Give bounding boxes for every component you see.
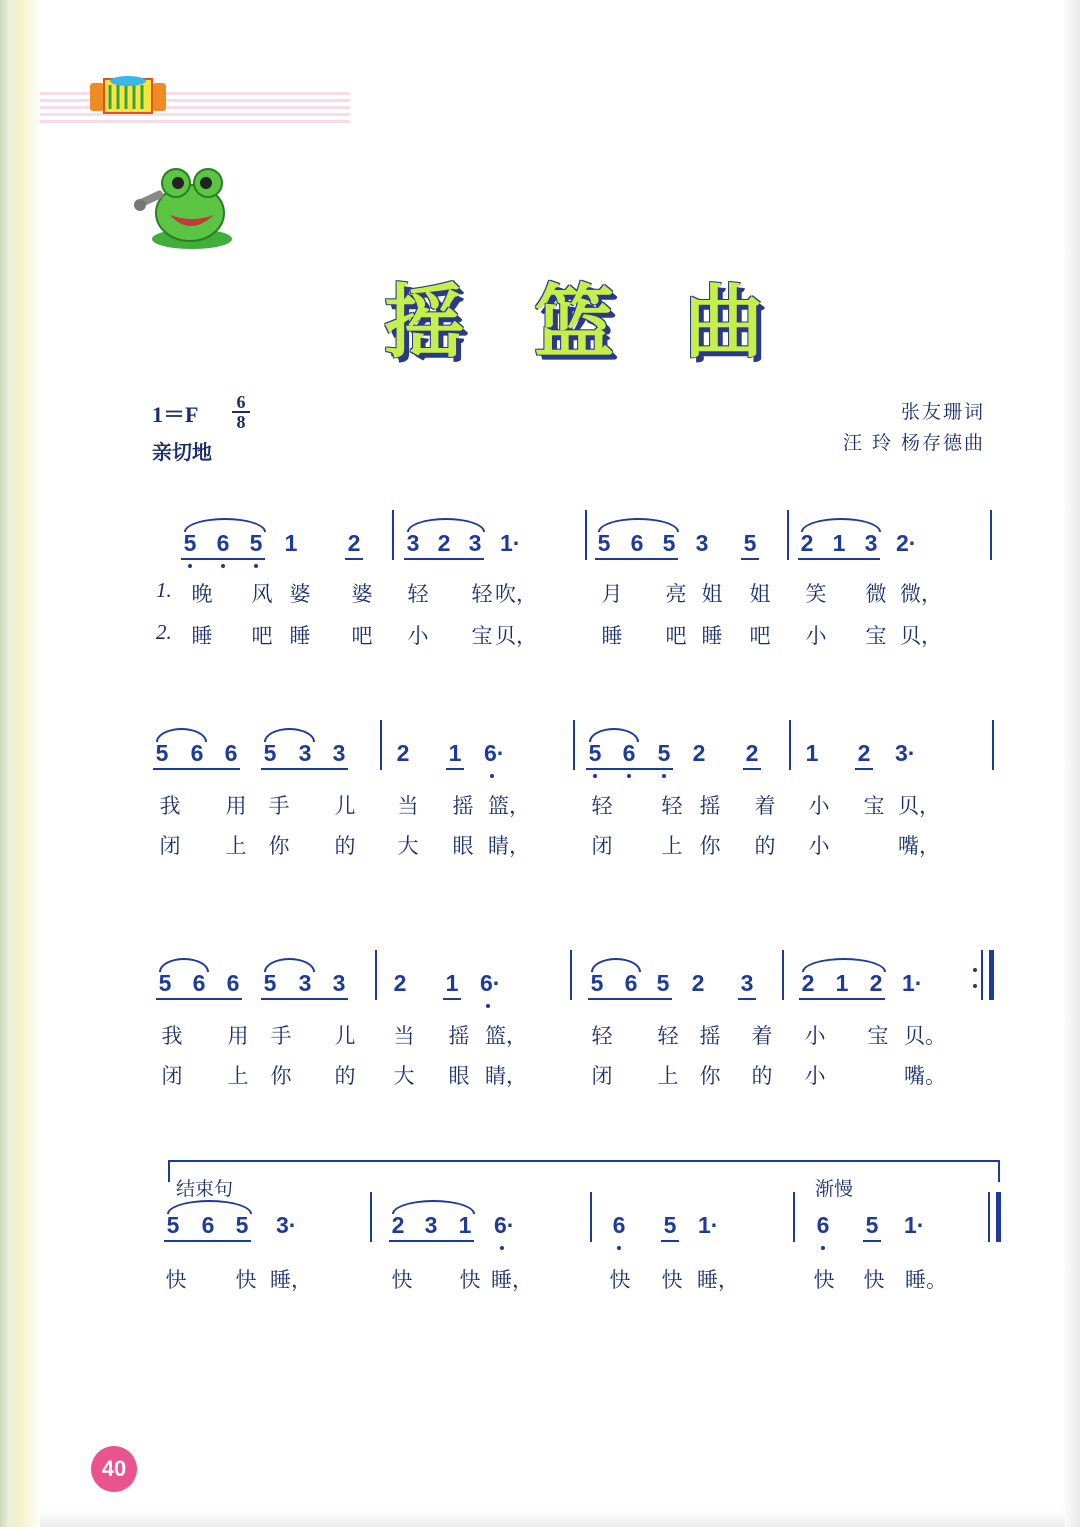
lyric-verse-1: 摇 [699, 1024, 721, 1048]
low-octave-dot [221, 564, 225, 568]
lyric-verse-1: 婆 [289, 582, 311, 606]
jianpu-note: 2 [745, 740, 759, 766]
lyric-verse-2: 大 [393, 1064, 415, 1088]
lyric-verse-1: 姐 [701, 582, 723, 606]
lyric-verse-1: 摇 [699, 794, 721, 818]
bar-line [787, 510, 789, 560]
ending-label: 结束句 [176, 1178, 234, 1200]
jianpu-note: 3 [424, 1212, 438, 1238]
low-octave-dot [627, 774, 631, 778]
bar-line [789, 720, 791, 770]
jianpu-note: 5 [657, 740, 671, 766]
lyric-verse-1: 小 [804, 1024, 826, 1048]
beam-underline [743, 768, 761, 770]
jianpu-note: 3 [468, 530, 482, 556]
beam-underline [586, 768, 673, 770]
lyric-verse-1: 我 [161, 1024, 183, 1048]
lyric-verse-2: 的 [334, 1064, 356, 1088]
lyricist-credit: 张友珊词 [900, 401, 985, 423]
lyric-verse-2: 睛， [488, 834, 530, 858]
lyric-verse-1: 用 [227, 1024, 249, 1048]
beam-underline [181, 558, 265, 560]
low-octave-dot [188, 564, 192, 568]
slur-tie [598, 518, 679, 532]
lyric-verse-2: 上 [657, 1064, 679, 1088]
bar-line [996, 1192, 1001, 1242]
jianpu-note: 2 [396, 740, 410, 766]
jianpu-note: 2 [692, 740, 706, 766]
lyric-verse-1: 笑 [805, 582, 827, 606]
lyric-verse-2: 上 [227, 1064, 249, 1088]
lyric-verse-2: 吧 [749, 624, 771, 648]
bar-line [988, 1192, 990, 1242]
lyric-verse-1: 小 [808, 794, 830, 818]
jianpu-note: 3 [332, 740, 346, 766]
slur-tie [184, 518, 266, 532]
title-char: 摇 [384, 276, 464, 369]
bar-line [573, 720, 575, 770]
jianpu-note: 1· [698, 1212, 719, 1238]
beam-underline [661, 1240, 679, 1242]
lyric-verse-2: 睡 [601, 624, 623, 648]
low-octave-dot [500, 1246, 504, 1250]
beam-underline [799, 998, 885, 1000]
lyric-verse-2: 的 [751, 1064, 773, 1088]
slur-tie [392, 1200, 475, 1214]
jianpu-note: 2 [801, 970, 815, 996]
jianpu-note: 3· [895, 740, 916, 766]
lyric-verse-1: 轻 [471, 582, 493, 606]
time-signature [232, 394, 250, 430]
jianpu-note: 5 [663, 1212, 677, 1238]
jianpu-note: 5 [656, 970, 670, 996]
bar-line [570, 950, 572, 1000]
lyric: 快 [391, 1268, 413, 1292]
lyric-verse-2: 的 [334, 834, 356, 858]
song-title [384, 258, 764, 369]
low-octave-dot [617, 1246, 621, 1250]
lyric-verse-2: 上 [661, 834, 683, 858]
bar-line [992, 720, 994, 770]
bar-line [585, 510, 587, 560]
bar-line [370, 1192, 372, 1242]
beam-underline [741, 558, 759, 560]
jianpu-note: 5 [590, 970, 604, 996]
jianpu-note: 2 [691, 970, 705, 996]
lyric-verse-2: 你 [270, 1064, 292, 1088]
bar-line [380, 720, 382, 770]
lyric-verse-2: 小 [804, 1064, 826, 1088]
jianpu-note: 5 [263, 970, 277, 996]
jianpu-note: 1 [448, 740, 462, 766]
lyric: 睡， [270, 1268, 312, 1292]
beam-underline [164, 1240, 251, 1242]
page-bottom-edge [40, 1510, 1065, 1527]
header-decoration [40, 92, 350, 126]
jianpu-note: 5 [662, 530, 676, 556]
lyric-verse-1: 吹， [495, 582, 537, 606]
lyric-verse-1: 摇 [452, 794, 474, 818]
lyric: 快 [661, 1268, 683, 1292]
jianpu-note: 6 [612, 1212, 626, 1238]
beam-underline [863, 1240, 881, 1242]
jianpu-note: 3 [298, 970, 312, 996]
jianpu-note: 6 [816, 1212, 830, 1238]
jianpu-note: 3 [406, 530, 420, 556]
slur-tie [407, 518, 485, 532]
lyric-verse-2: 闭 [591, 834, 613, 858]
lyric-verse-2: 吧 [665, 624, 687, 648]
lyric-verse-2: 大 [397, 834, 419, 858]
lyric: 快 [165, 1268, 187, 1292]
jianpu-note: 2 [437, 530, 451, 556]
jianpu-note: 2 [857, 740, 871, 766]
lyric-verse-1: 着 [754, 794, 776, 818]
lyric-verse-2: 嘴， [898, 834, 940, 858]
low-octave-dot [662, 774, 666, 778]
lyric-verse-1: 风 [251, 582, 273, 606]
lyric-verse-2: 贝， [900, 624, 942, 648]
lyric: 快 [235, 1268, 257, 1292]
jianpu-note: 6 [201, 1212, 215, 1238]
jianpu-note: 2 [347, 530, 361, 556]
time-numerator: 6 [236, 392, 246, 412]
beam-underline [404, 558, 484, 560]
low-octave-dot [593, 774, 597, 778]
jianpu-note: 2 [391, 1212, 405, 1238]
lyric-verse-1: 轻 [591, 1024, 613, 1048]
lyric: 睡， [491, 1268, 533, 1292]
jianpu-note: 5 [158, 970, 172, 996]
beam-underline [156, 998, 242, 1000]
bar-line [392, 510, 394, 560]
slur-tie [264, 728, 315, 742]
lyric-verse-1: 轻 [407, 582, 429, 606]
lyric-verse-2: 睛， [485, 1064, 527, 1088]
jianpu-note: 5 [249, 530, 263, 556]
jianpu-note: 2 [869, 970, 883, 996]
tempo-marking: 亲切地 [152, 440, 212, 464]
lyric-verse-2: 吧 [251, 624, 273, 648]
lyric-verse-2: 闭 [161, 1064, 183, 1088]
title-char: 篮 [534, 276, 614, 369]
beam-underline [595, 558, 678, 560]
lyric-verse-2: 闭 [159, 834, 181, 858]
lyric-verse-2: 吧 [351, 624, 373, 648]
lyric-verse-2: 小 [407, 624, 429, 648]
low-octave-dot [486, 1004, 490, 1008]
lyric-verse-1: 儿 [334, 1024, 356, 1048]
lyric-verse-1: 手 [268, 794, 290, 818]
lyric-verse-1: 婆 [351, 582, 373, 606]
low-octave-dot [490, 774, 494, 778]
bar-line [375, 950, 377, 1000]
lyric-verse-1: 用 [225, 794, 247, 818]
page-number: 40 [91, 1446, 137, 1492]
jianpu-note: 1 [832, 530, 846, 556]
lyric-verse-1: 摇 [448, 1024, 470, 1048]
key-signature: 1＝F [152, 402, 199, 427]
lyric-verse-2: 嘴。 [904, 1064, 946, 1088]
jianpu-note: 1 [835, 970, 849, 996]
lyric-verse-1: 姐 [749, 582, 771, 606]
lyric-verse-1: 亮 [665, 582, 687, 606]
slur-tie [802, 958, 886, 972]
jianpu-note: 3 [298, 740, 312, 766]
jianpu-note: 1 [445, 970, 459, 996]
lyric-verse-1: 篮， [488, 794, 530, 818]
lyric-verse-1: 微， [900, 582, 942, 606]
jianpu-note: 1 [805, 740, 819, 766]
beam-underline [738, 998, 756, 1000]
slur-tie [589, 728, 639, 742]
lyric-verse-2: 宝 [865, 624, 887, 648]
lyric: 睡。 [905, 1268, 947, 1292]
lyric-verse-1: 轻 [657, 1024, 679, 1048]
lyric-verse-1: 微 [865, 582, 887, 606]
jianpu-note: 6· [484, 740, 505, 766]
jianpu-note: 6 [226, 970, 240, 996]
ritardando-marking: 渐慢 [815, 1178, 854, 1200]
jianpu-note: 5 [183, 530, 197, 556]
lyric-verse-1: 我 [159, 794, 181, 818]
slur-tie [167, 1200, 252, 1214]
slur-tie [156, 728, 207, 742]
beam-underline [443, 998, 461, 1000]
jianpu-note: 3 [740, 970, 754, 996]
lyric: 快 [813, 1268, 835, 1292]
jianpu-note: 5 [166, 1212, 180, 1238]
lyric-verse-1: 着 [751, 1024, 773, 1048]
accordion-icon [88, 75, 168, 117]
bar-line [981, 950, 983, 1000]
lyric-verse-2: 你 [699, 834, 721, 858]
time-denominator: 8 [236, 412, 246, 432]
lyric-verse-1: 手 [270, 1024, 292, 1048]
beam-underline [261, 998, 348, 1000]
lyric-verse-2: 宝 [471, 624, 493, 648]
jianpu-note: 6 [224, 740, 238, 766]
lyric-verse-2: 你 [268, 834, 290, 858]
jianpu-note: 6 [192, 970, 206, 996]
bar-line [782, 950, 784, 1000]
jianpu-note: 5 [263, 740, 277, 766]
composer-credit: 汪 玲 杨存德曲 [842, 432, 985, 454]
jianpu-note: 2· [896, 530, 917, 556]
lyric-verse-2: 小 [805, 624, 827, 648]
lyric: 快 [609, 1268, 631, 1292]
slur-tie [159, 958, 209, 972]
jianpu-note: 6 [190, 740, 204, 766]
lyric-verse-1: 宝 [867, 1024, 889, 1048]
lyric-verse-1: 宝 [863, 794, 885, 818]
jianpu-note: 5 [597, 530, 611, 556]
jianpu-note: 3 [864, 530, 878, 556]
lyric-verse-1: 贝。 [904, 1024, 946, 1048]
jianpu-note: 5 [588, 740, 602, 766]
lyric-verse-1: 月 [601, 582, 623, 606]
low-octave-dot [821, 1246, 825, 1250]
bar-line [989, 950, 994, 1000]
jianpu-note: 6 [630, 530, 644, 556]
lyric-verse-2: 闭 [591, 1064, 613, 1088]
jianpu-note: 1 [458, 1212, 472, 1238]
beam-underline [261, 768, 348, 770]
frog-mascot-icon [130, 165, 240, 253]
repeat-dot [973, 984, 977, 988]
lyric-verse-2: 睡 [191, 624, 213, 648]
jianpu-note: 5 [743, 530, 757, 556]
lyric-verse-2: 贝， [495, 624, 537, 648]
beam-underline [588, 998, 672, 1000]
lyric-verse-2: 的 [754, 834, 776, 858]
lyric: 快 [459, 1268, 481, 1292]
jianpu-note: 2 [393, 970, 407, 996]
jianpu-note: 1 [284, 530, 298, 556]
bar-line [590, 1192, 592, 1242]
jianpu-note: 6 [622, 740, 636, 766]
beam-underline [345, 558, 363, 560]
beam-underline [389, 1240, 474, 1242]
lyric-verse-2: 睡 [289, 624, 311, 648]
beam-underline [855, 768, 873, 770]
jianpu-note: 1· [902, 970, 923, 996]
slur-tie [591, 958, 641, 972]
jianpu-note: 3· [276, 1212, 297, 1238]
low-octave-dot [254, 564, 258, 568]
jianpu-note: 5 [865, 1212, 879, 1238]
bar-line [793, 1192, 795, 1242]
lyric-verse-1: 轻 [661, 794, 683, 818]
jianpu-note: 1· [904, 1212, 925, 1238]
lyric-verse-2: 你 [699, 1064, 721, 1088]
lyric-verse-2: 小 [808, 834, 830, 858]
lyric-verse-2: 上 [225, 834, 247, 858]
jianpu-note: 2 [800, 530, 814, 556]
lyric-verse-1: 儿 [334, 794, 356, 818]
lyric-verse-1: 轻 [591, 794, 613, 818]
lyric-verse-1: 篮， [485, 1024, 527, 1048]
slur-tie [801, 518, 881, 532]
title-char: 曲 [684, 276, 764, 369]
verse-number: 1. [156, 578, 172, 602]
jianpu-note: 5 [235, 1212, 249, 1238]
page-edge [1062, 0, 1080, 1527]
lyric-verse-2: 眼 [448, 1064, 470, 1088]
jianpu-note: 6· [494, 1212, 515, 1238]
lyric: 睡， [697, 1268, 739, 1292]
beam-underline [153, 768, 240, 770]
lyric-verse-1: 贝， [898, 794, 940, 818]
jianpu-note: 6 [216, 530, 230, 556]
beam-underline [798, 558, 880, 560]
verse-number: 2. [156, 620, 172, 644]
lyric-verse-1: 当 [393, 1024, 415, 1048]
beam-underline [446, 768, 464, 770]
slur-tie [264, 958, 315, 972]
jianpu-note: 6· [480, 970, 501, 996]
jianpu-note: 3 [332, 970, 346, 996]
jianpu-note: 6 [624, 970, 638, 996]
jianpu-note: 3 [695, 530, 709, 556]
jianpu-note: 5 [155, 740, 169, 766]
lyric-verse-2: 睡 [701, 624, 723, 648]
ending-bracket [168, 1160, 1000, 1182]
lyric-verse-1: 晚 [191, 582, 213, 606]
book-spine [0, 0, 42, 1527]
lyric-verse-1: 当 [397, 794, 419, 818]
lyric-verse-2: 眼 [452, 834, 474, 858]
lyric: 快 [863, 1268, 885, 1292]
bar-line [990, 510, 992, 560]
repeat-dot [973, 968, 977, 972]
jianpu-note: 1· [500, 530, 521, 556]
